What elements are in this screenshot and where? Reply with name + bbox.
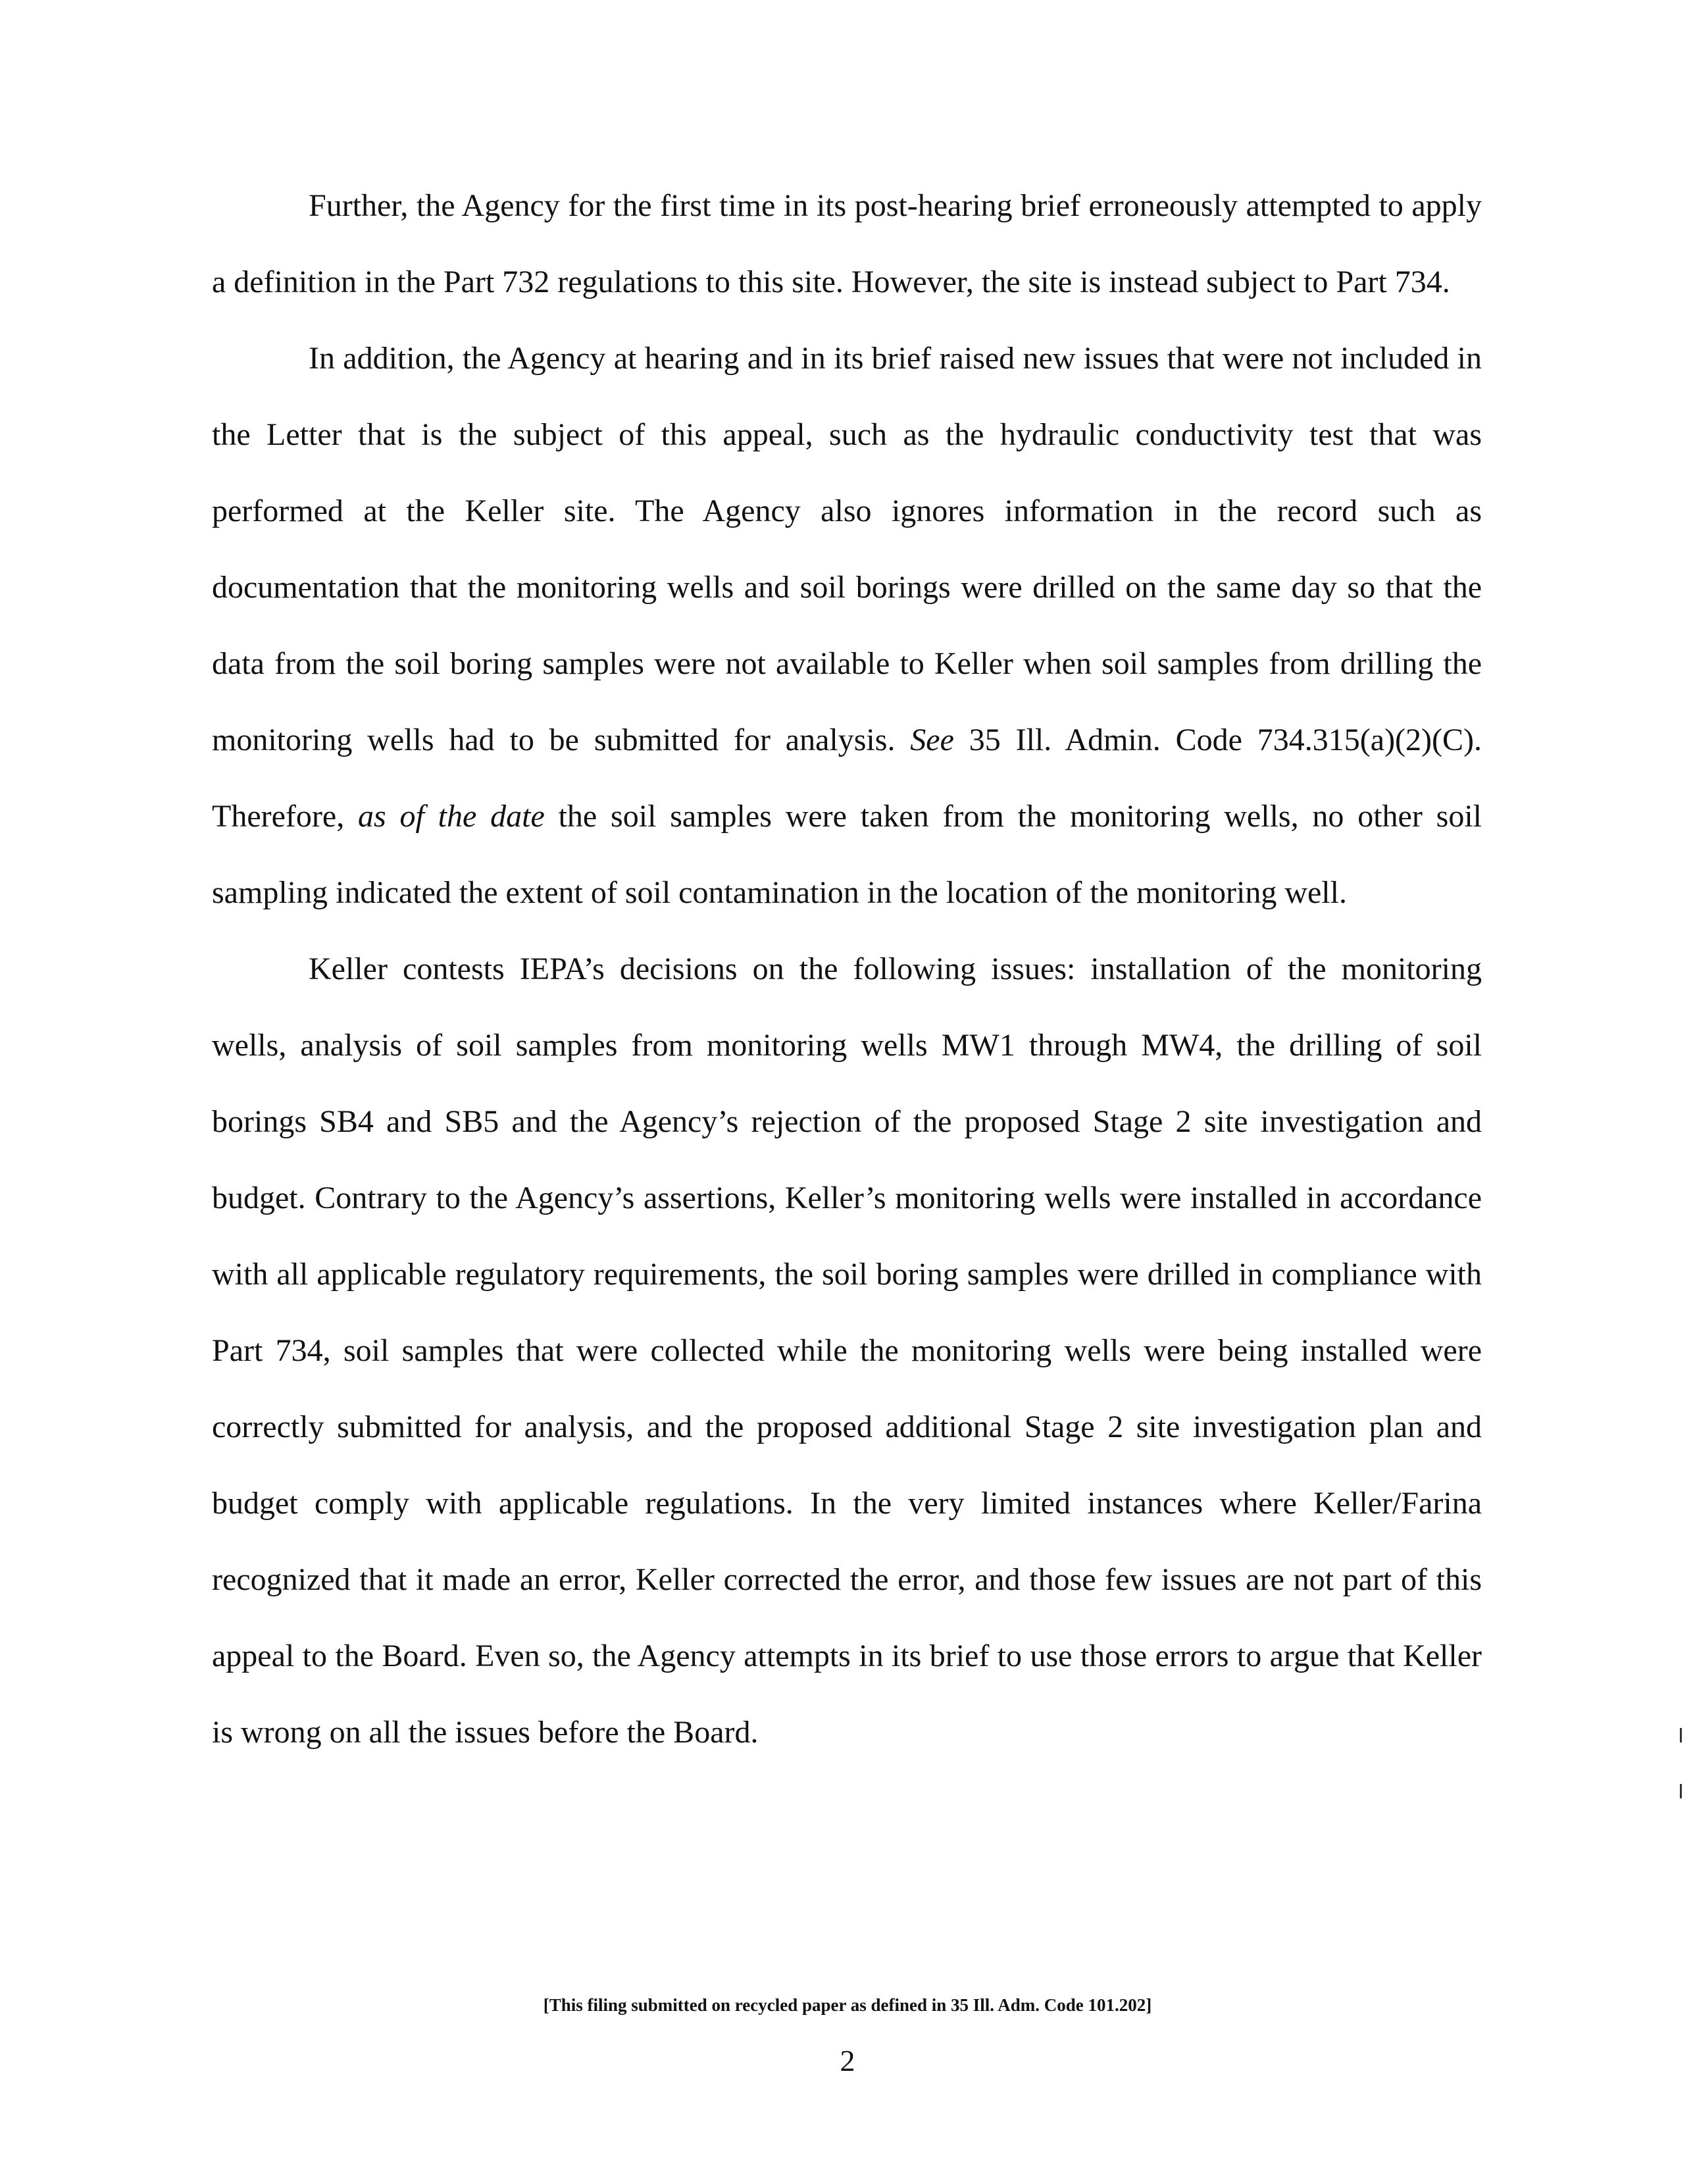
body-text <box>212 168 1482 1771</box>
margin-tick-mark <box>1680 1784 1682 1798</box>
paragraph <box>212 168 1482 320</box>
page-number: 2 <box>840 2044 855 2077</box>
recycled-paper-note: [This filing submitted on recycled paper as defined in 35 Ill. Adm. Code 101.202] <box>543 1995 1152 2015</box>
paragraph <box>212 320 1482 931</box>
text-segment: 35 Ill. Admin. Code 734.315(a)(2)(C). Therefore, <box>212 723 1482 834</box>
italic-text-segment: See <box>910 723 954 757</box>
text-segment: In addition, the Agency at hearing and in its brief raised new issues that were not included in the Letter that is the subject of this appeal, such as the hydraulic conductivity test that was performed at the Keller site. The Agency also ignores information in the record such as documentation that the monitoring wells and soil borings were drilled on the same day so that the data from the soil boring samples were not available to Keller when soil samples from drilling the monitoring wells had to be submitted for analysis. <box>212 341 1482 757</box>
text-segment: Keller contests IEPA’s decisions on the following issues: installation of the monitoring wells, analysis of soil samples from monitoring wells MW1 through MW4, the drilling of soil borings SB4 and SB5 and the Agency’s rejection of the proposed Stage 2 site investigation and budget. Contrary to the Agency’s assertions, Keller’s monitoring wells were installed in accordance with all applicable regulatory requirements, the soil boring samples were drilled in compliance with Part 734, soil samples that were collected while the monitoring wells were being installed were correctly submitted for analysis, and the proposed additional Stage 2 site investigation plan and budget comply with applicable regulations. In the very limited instances where Keller/Farina recognized that it made an error, Keller corrected the error, and those few issues are not part of this appeal to the Board. Even so, the Agency attempts in its brief to use those errors to argue that Keller is wrong on all the issues before the Board. <box>212 952 1482 1750</box>
paragraph <box>212 931 1482 1771</box>
text-segment: the soil samples were taken from the monitoring wells, no other soil sampling indicated the extent of soil contamination in the location of the monitoring well. <box>212 799 1482 910</box>
text-segment: Further, the Agency for the first time in its post-hearing brief erroneously attempted to apply a definition in the Part 732 regulations to this site. However, the site is instead subject to Part 734. <box>212 188 1482 299</box>
italic-text-segment: as of the date <box>358 799 545 834</box>
margin-tick-mark <box>1680 1728 1682 1742</box>
